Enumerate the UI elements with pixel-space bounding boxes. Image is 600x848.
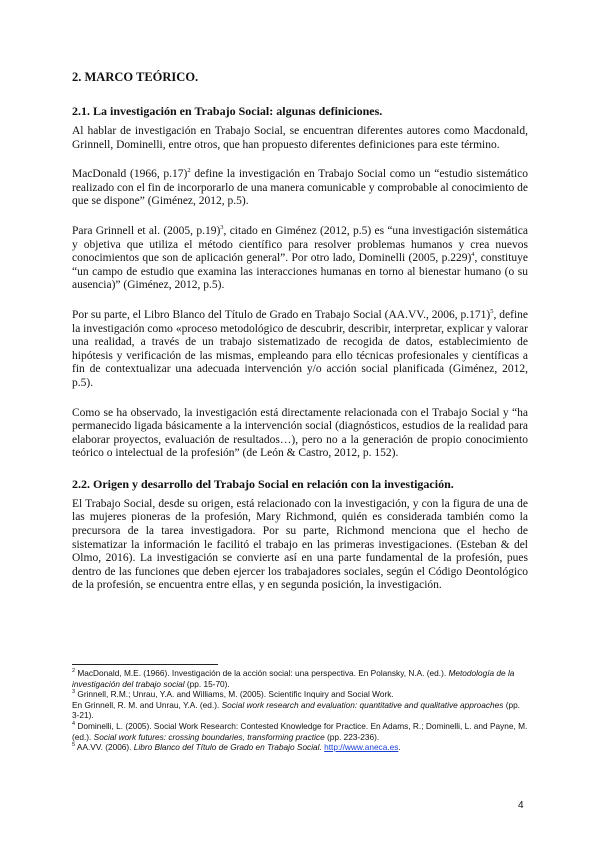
footnotes — [72, 668, 528, 753]
footnote-ref[interactable]: 2 — [187, 167, 191, 175]
footnote-number: 2 — [72, 668, 76, 675]
text-run: MacDonald, M.E. (1966). Investigación de la acción social: una perspectiva. En Polansky, N.A. (ed.). — [75, 668, 449, 678]
text-run: Para Grinnell et al. (2005, p.19) — [72, 224, 221, 237]
text-run: define la investigación en Trabajo Social como un “estudio sistemático realizado con el fin de incorporarlo de una manera comunicable y comprobable al conocimiento de que se dispone” (Giménez, 2012, p.5). — [72, 168, 528, 208]
text-run: Social work futures: crossing boundaries, transforming practice — [93, 731, 325, 742]
footnote-ref[interactable]: 4 — [471, 251, 475, 259]
footnote-number: 5 — [72, 742, 76, 749]
footnote-ref[interactable]: 5 — [490, 308, 494, 316]
text-run: (pp. 15-70). — [184, 678, 230, 689]
footnote-ref[interactable]: 3 — [220, 224, 224, 232]
text-run: Libro Blanco del Título de Grado en Trabajo Social. — [133, 742, 322, 753]
footnote-5 — [72, 742, 528, 753]
footnote-number: 4 — [72, 721, 76, 728]
footnote-4 — [72, 721, 528, 742]
text-run: Metodología de la investigación del trabajo social — [72, 668, 515, 689]
document-body — [72, 70, 528, 609]
paragraph — [72, 168, 528, 209]
text-run: , constituye “un campo de estudio que examina las interacciones humanas en torno al bienestar humano (o su ausencia)” (Giménez, 2012, p.5). — [72, 252, 528, 292]
text-run: Grinnell, R.M.; Unrau, Y.A. and Williams, M. (2005). Scientific Inquiry and Social Work. — [75, 689, 394, 700]
text-run: Por su parte, el Libro Blanco del Título de Grado en Trabajo Social (AA.VV., 2006, p.171) — [72, 308, 491, 321]
paragraph: El Trabajo Social, desde su origen, está relacionado con la investigación, y con la figura de una de las mujeres pioneras de la profesión, Mary Richmond, quién es considerada también como la precursora de la tarea investigadora. Por su parte, Richmond menciona que el hecho de sistematizar la información le facilitó el trabajo en las primeras investigaciones. (Esteban & del Olmo, 2016). La investigación se convierte así en una parte fundamental de la profesión, pues dentro de las funciones que deben ejercer los trabajadores sociales, según el Código Deontológico de la profesión, se encuentra entre ellas, y en segunda posición, la investigación. — [72, 497, 528, 592]
text-run: (pp. 223-236). — [324, 731, 380, 742]
text-run: En Grinnell, R. M. and Unrau, Y.A. (ed.). — [72, 699, 222, 710]
section-heading-2-1: 2.1. La investigación en Trabajo Social: algunas definiciones. — [72, 104, 383, 118]
chapter-heading: 2. MARCO TEÓRICO. — [72, 70, 199, 84]
paragraph — [72, 309, 528, 391]
paragraph — [72, 225, 528, 293]
text-run: MacDonald (1966, p.17) — [72, 168, 188, 181]
footnote-2 — [72, 668, 528, 689]
footnote-separator — [72, 664, 218, 665]
footnote-3 — [72, 689, 528, 721]
text-run: . — [398, 742, 401, 753]
text-run: (pp. 3-21). — [72, 699, 520, 721]
section-heading-2-2: 2.2. Origen y desarrollo del Trabajo Social en relación con la investigación. — [72, 476, 454, 491]
aneca-link[interactable]: http://www.aneca.es — [324, 742, 399, 753]
text-run: , define la investigación como «proceso metodológico de descubrir, describir, interpretar, explicar y valorar una realidad, a través de un trabajo sistematizado de recogida de datos, establecimiento de hipótesis y verificación de las mismas, empleando para ello técnicas profesionales y científicas a fin de contextualizar una adecuada intervención y/o acción social planificada (Giménez, 2012, p.5). — [72, 308, 529, 389]
text-run: Dominelli, L. (2005). Social Work Research: Contested Knowledge for Practice. En Adams, R.; Dominelli, L. and Payne, M. (ed.). — [72, 720, 528, 742]
paragraph: Como se ha observado, la investigación está directamente relacionada con el Trabajo Social y “ha permanecido ligada básicamente a la intervención social (diagnósticos, estudios de la realidad para elaborar proyectos, evaluación de resultados…), pero no a la generación de propio conocimiento teórico o intelectual de la profesión” (de León & Castro, 2012, p. 152). — [72, 406, 528, 460]
text-run: , citado en Giménez (2012, p.5) es “una investigación sistemática y objetiva que utiliza el método científico para resolver problemas humanos y crea nuevos conocimientos que son de aplicación general”. Por otro lado, Dominelli (2005, p.229) — [72, 224, 529, 265]
footnote-number: 3 — [72, 689, 76, 696]
page-number: 4 — [518, 800, 524, 811]
text-run: Social work research and evaluation: quantitative and qualitative approaches — [221, 699, 504, 710]
paragraph: Al hablar de investigación en Trabajo Social, se encuentran diferentes autores como Macdonald, Grinnell, Dominelli, entre otros, que han propuesto diferentes definiciones para este término. — [72, 125, 528, 151]
text-run: AA.VV. (2006). — [75, 742, 134, 753]
